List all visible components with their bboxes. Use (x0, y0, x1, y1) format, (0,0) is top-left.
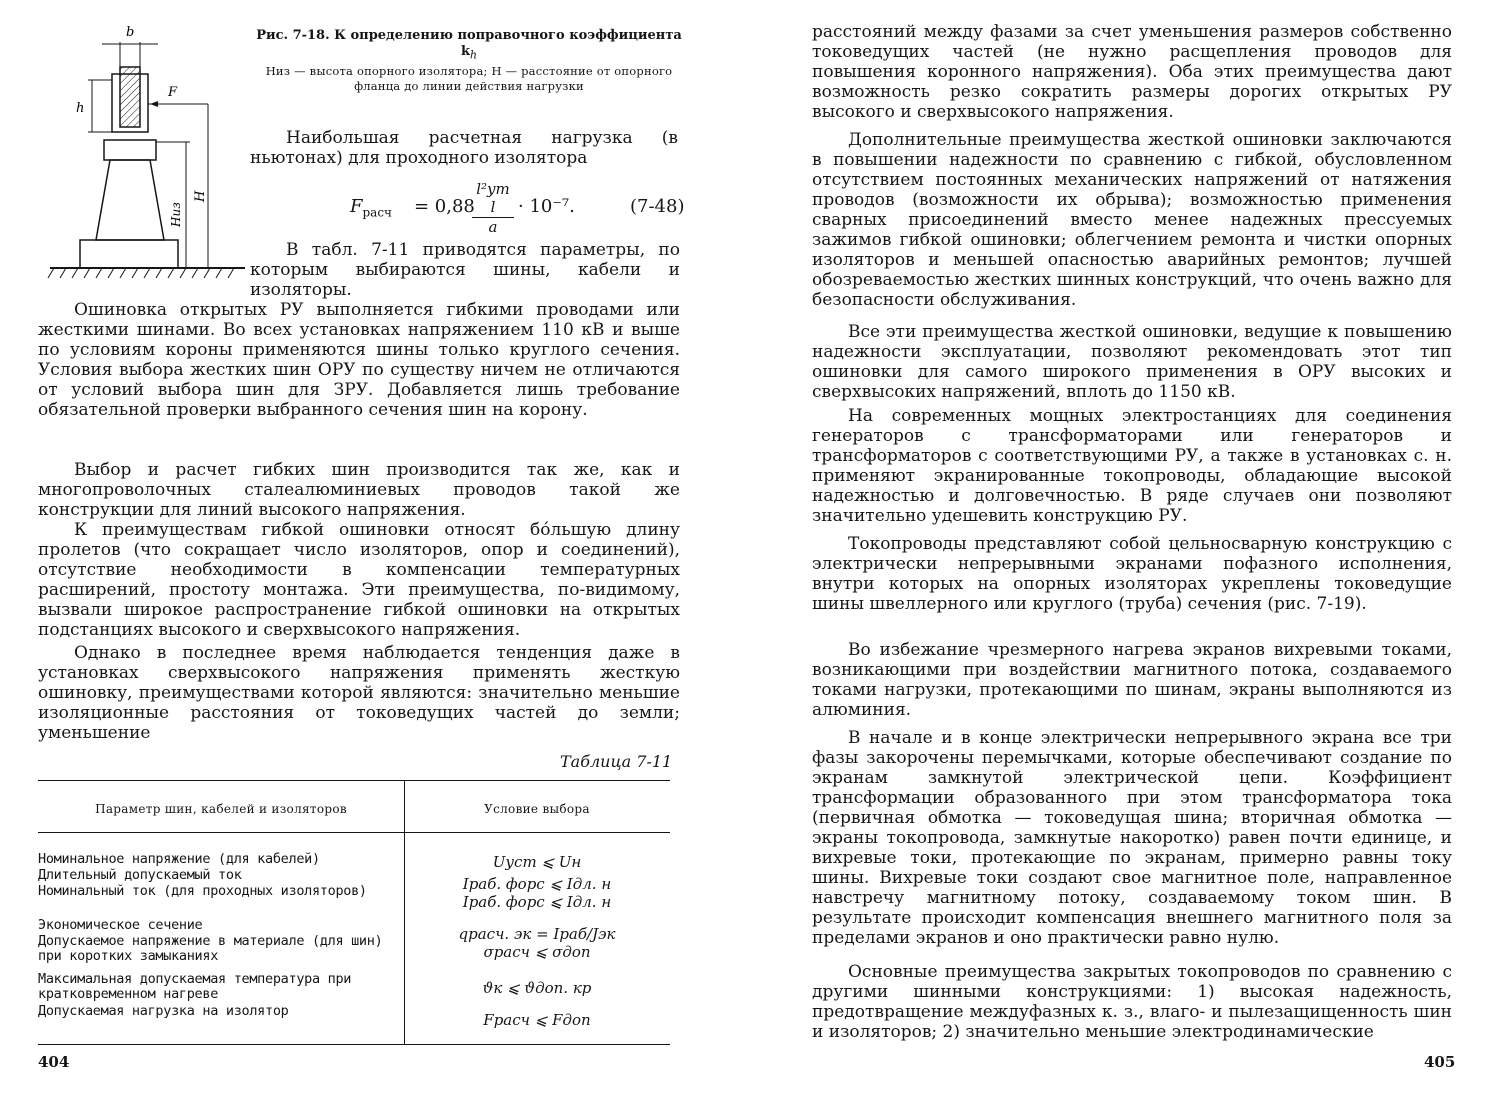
table-row-param: Номинальный ток (для проходных изоляторов) (38, 883, 367, 899)
table-header-param: Параметр шин, кабелей и изоляторов (95, 802, 347, 816)
table-row-param: Максимальная допускаемая температура при кратковременном нагреве (38, 971, 352, 1002)
label-Hiz: Hиз (169, 202, 183, 227)
table-row-param: Номинальное напряжение (для кабелей) (38, 851, 320, 867)
formula-coefficient: = 0,88 (414, 196, 475, 217)
table-row-condition: Iраб. форс ⩽ Iдл. н (462, 893, 612, 911)
paragraph-rigid-trend: Однако в последнее время наблюдается тенденция даже в установках сверхвысокого напряжения применять жесткую ошиновку, преимуществами которой являются: значительно меньшие изоляционные расстояния от токоведущих частей до земли; уменьшение (38, 643, 680, 743)
table-row-condition: ϑк ⩽ ϑдоп. кр (482, 979, 592, 997)
table-row-condition: σрасч ⩽ σдоп (483, 943, 591, 961)
table-row-condition: Iраб. форс ⩽ Iдл. н (462, 875, 612, 893)
right-page (744, 0, 1487, 1093)
paragraph-intro: Наибольшая расчетная нагрузка (в ньютонах) для проходного изолятора (250, 128, 678, 168)
label-b: b (126, 25, 135, 40)
figure-caption (254, 28, 684, 94)
label-F: F (168, 85, 178, 100)
paragraph-open-switchgear: Ошиновка открытых РУ выполняется гибкими проводами или жесткими шинами. Во всех установках напряжением 110 кВ и выше по условиям короны применяются шины только круглого сечения. Условия выбора жестких шин ОРУ по существу ничем не отличаются от условий выбора шин для ЗРУ. Добавляется лишь требование обязательной проверки выбранного сечения шин на корону. (38, 300, 680, 420)
page-number-right: 405 (1424, 1053, 1456, 1071)
paragraph-shielded-conductors: На современных мощных электростанциях для соединения генераторов с трансформаторами или генераторов и трансформаторов с соответствующими РУ, а также в установках с. н. применяют экранированные токопроводы, обладающие высокой надежностью и долговечностью. В ряде случаев они позволяют значительно удешевить конструкцию РУ. (812, 406, 1452, 526)
formula-7-48 (350, 180, 690, 236)
caption-title: Рис. 7-18. К определению поправочного коэффициента $k_h$ (256, 28, 682, 62)
paragraph-screen-shorting: В начале и в конце электрически непрерывного экрана все три фазы закорочены перемычками, которые обеспечивают создание по экранам замкнутой электрической цепи. Коэффициент трансформации образованного при этом трансформатора тока (первичная обмотка — токоведущая шина; вторичная обмотка — экраны токопровода, замкнутые накоротко) равен почти единице, и вихревые токи, протекающие по экранам, примерно равны току шины. Вихревые токи создают свое магнитное поле, направленное навстречу магнитному потоку, создаваемому током шин. В результате происходит компенсация внешнего магнитного поля за пределами экранов и оно практически равно нулю. (812, 728, 1452, 948)
paragraph-flexible-bus-selection: Выбор и расчет гибких шин производится так же, как и многопроволочных сталеалюминиевых проводов такой же конструкции для линий высокого напряжения. (38, 460, 680, 520)
paragraph-conductor-construction: Токопроводы представляют собой цельносварную конструкцию с электрически непрерывными экранами пофазного исполнения, внутри которых на опорных изоляторах укреплены токоведущие шины швеллерного или круглого (труба) сечения (рис. 7-19). (812, 534, 1452, 614)
paragraph-rigid-advantages: Дополнительные преимущества жесткой ошиновки заключаются в повышении надежности по сравнению с гибкой, обусловленном отсутствием постоянных механических напряжений от натяжения проводов (возможности их обрыва); возможностью применения сварных присоединений вместо менее надежных прессуемых зажимов гибкой ошиновки; облегчением ремонта и чистки опорных изоляторов и меньшей опасностью аварийных ремонтов; лучшей обозреваемостью жестких шинных конструкций, что очень важно для безопасности обслуживания. (812, 130, 1452, 310)
table-column-divider (404, 780, 405, 1045)
paragraph-rigid-recommendation: Все эти преимущества жесткой ошиновки, ведущие к повышению надежности эксплуатации, позволяют рекомендовать этот тип ошиновки для самого широкого применения в ОРУ высоких и сверхвысоких напряжений, вплоть до 1150 кВ. (812, 322, 1452, 402)
table-row-param: Экономическое сечение (38, 917, 203, 933)
paragraph-closed-advantages: Основные преимущества закрытых токопроводов по сравнению с другими шинными конструкциями: 1) высокая надежность, предотвращение междуфазных к. з., влаго- и пылезащищенность шин и изоляторов; 2) значительно меньшие электродинамические (812, 962, 1452, 1042)
insulator-figure (40, 22, 250, 284)
page-number-left: 404 (38, 1053, 70, 1071)
paragraph-continuation: расстояний между фазами за счет уменьшения размеров собственно токоведущих частей (не нужно расщепления проводов для повышения коронного напряжения). Оба этих преимущества дают возможность резко сократить размеры дорогих открытых РУ высокого и сверхвысокого напряжения. (812, 22, 1452, 122)
paragraph-table-ref: В табл. 7-11 приводятся параметры, по которым выбираются шины, кабели и изоляторы. (250, 240, 680, 300)
table-top-rule (38, 780, 670, 781)
label-H: H (193, 190, 208, 202)
table-row-param: Длительный допускаемый ток (38, 867, 242, 883)
table-row-condition: Uуст ⩽ Uн (492, 853, 582, 871)
caption-description: Hиз — высота опорного изолятора; H — расстояние от опорного фланца до линии действия нагрузки (265, 63, 673, 93)
formula-number: (7-48) (630, 196, 685, 217)
formula-lhs: $F_{расч}$ (350, 196, 392, 220)
table-row-condition: Fрасч ⩽ Fдоп (483, 1011, 591, 1029)
table-bottom-rule (38, 1044, 670, 1045)
table-row-param: Допускаемое напряжение в материале (для шин) при коротких замыканиях (38, 933, 383, 964)
formula-fraction: $\frac{\text{l²ym l}}{a}$ (472, 180, 514, 236)
paragraph-eddy-currents: Во избежание чрезмерного нагрева экранов вихревыми токами, возникающими при воздействии магнитного потока, создаваемого токами нагрузки, протекающими по шинам, экраны выполняются из алюминия. (812, 640, 1452, 720)
label-h: h (76, 101, 85, 116)
table-header-rule (38, 832, 670, 833)
table-row-condition: qрасч. эк = Iраб/Jэк (458, 925, 616, 943)
paragraph-flexible-advantages: К преимуществам гибкой ошиновки относят бо́льшую длину пролетов (что сокращает число изоляторов, опор и соединений), отсутствие необходимости в компенсации температурных расширений, простоту монтажа. Эти преимущества, по-видимому, вызвали широкое распространение гибкой ошиновки на открытых подстанциях высокого и сверхвысокого напряжения. (38, 520, 680, 640)
table-7-11 (38, 780, 670, 1048)
table-row-param: Допускаемая нагрузка на изолятор (38, 1003, 289, 1019)
table-header-condition: Условие выбора (484, 802, 590, 816)
table-title: Таблица 7-11 (560, 752, 673, 771)
formula-multiplier: · 10⁻⁷. (518, 196, 575, 217)
